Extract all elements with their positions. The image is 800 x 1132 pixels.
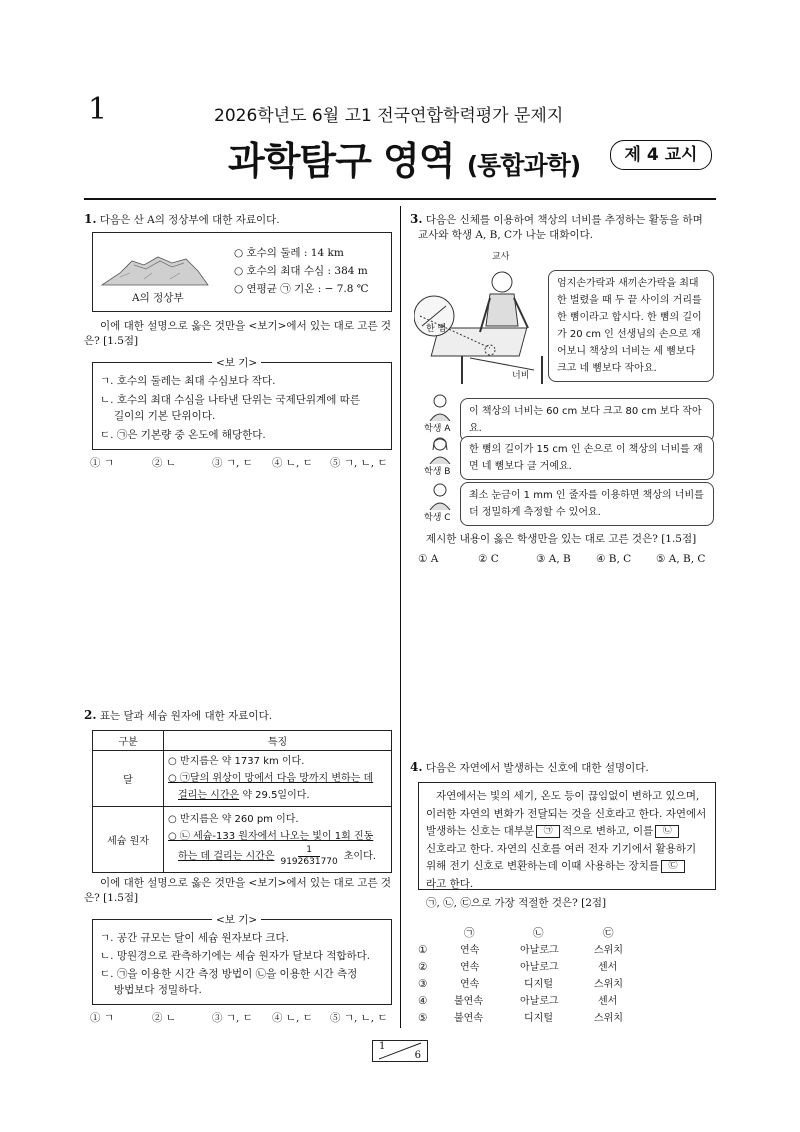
q1-fact-3: ○ 연평균 ㉠ 기온 : − 7.8 ℃ — [234, 283, 369, 295]
teacher-speech-bubble: 엄지손가락과 새끼손가락을 최대한 벌렸을 때 두 끝 사이의 거리를 한 뼘이라고 합시다. 한 뼘의 길이가 20 cm 인 선생님의 손으로 재어보니 책상의 너비는 세 뼘보다 크고 네 뼘보다 작아요. — [548, 270, 714, 382]
student-b-bubble: 한 뼘의 길이가 15 cm 인 손으로 이 책상의 너비를 재면 네 뼘보다 클 거예요. — [460, 436, 714, 480]
q2-stem — [84, 708, 272, 724]
page-number: 1 — [88, 92, 108, 127]
q2-bogi-2: ㄴ. 망원경으로 관측하기에는 세슘 원자가 달보다 적합하다. — [100, 950, 371, 962]
q4-stem-text: 다음은 자연에서 발생하는 신호에 대한 설명이다. — [425, 762, 649, 774]
student-b-icon — [428, 436, 452, 464]
student-c-label: 학생 C — [424, 513, 451, 523]
page-current: 1 — [379, 1041, 386, 1052]
q2-choice-5[interactable]: ⑤ ㄱ, ㄴ, ㄷ — [330, 1012, 388, 1024]
q1-choice-2[interactable]: ② ㄴ — [152, 457, 176, 469]
page-indicator — [372, 1040, 428, 1062]
q3-stem-2: 교사와 학생 A, B, C가 나눈 대화이다. — [418, 229, 594, 241]
q4-col-2: ㉡ — [533, 927, 544, 939]
q2-cesium-time-c: 초이다. — [343, 851, 376, 862]
q3-stem-1: 다음은 신체를 이용하여 책상의 너비를 추정하는 활동을 하며 — [425, 214, 703, 226]
title-paren: (통합과학) — [466, 151, 581, 180]
q2-header-feature: 특징 — [164, 731, 392, 751]
q4-p6: 라고 한다. — [426, 877, 474, 890]
q1-bogi-3: ㄷ. ㉠은 기본량 중 온도에 해당한다. — [100, 429, 266, 441]
q2-frac-den: 9192631770 — [280, 857, 338, 867]
q1-question: 이에 대한 설명으로 옳은 것만을 <보기>에서 있는 대로 고른 것은? [1.5점] — [84, 320, 392, 347]
span-label: 한 뼘 — [426, 324, 447, 334]
q1-bogi-2: ㄴ. 호수의 최대 수심을 나타낸 단위는 국제단위계에 따른 — [100, 394, 360, 406]
q2-row-moon — [164, 751, 392, 807]
q2-moon-period: ○ ㉠달의 위상이 망에서 다음 망까지 변하는 데 — [168, 773, 374, 784]
q4-passage — [426, 788, 710, 893]
exam-title — [228, 130, 580, 185]
q4-number: 4. — [410, 760, 423, 774]
q4-col-3: ㉢ — [603, 927, 614, 939]
q3-choice-5[interactable]: ⑤ A, B, C — [656, 553, 706, 565]
q2-table — [92, 730, 392, 873]
q1-fact-2: ○ 호수의 최대 수심 : 384 m — [234, 265, 368, 277]
q2-choice-1[interactable]: ① ㄱ — [90, 1012, 114, 1024]
q3-choice-1[interactable]: ① A — [418, 553, 439, 565]
q1-bogi-2b: 길이의 기본 단위이다. — [114, 410, 216, 422]
q3-stem — [410, 212, 716, 243]
q4-stem — [410, 760, 649, 776]
q2-row-moon-label: 달 — [93, 751, 164, 807]
q1-image-caption: A의 정상부 — [132, 292, 184, 304]
student-a-label: 학생 A — [424, 424, 451, 434]
teacher-label: 교사 — [492, 252, 510, 262]
header-rule — [84, 198, 716, 200]
q2-cesium-time-b: 하는 데 걸리는 시간은 — [178, 851, 275, 862]
title-main: 과학탐구 영역 — [228, 139, 455, 183]
q4-p1: 자연에서는 빛의 세기, 온도 등이 끊임없이 변하고 있으며, — [436, 790, 700, 802]
blank-3: ㉢ — [661, 860, 685, 873]
q1-stem — [84, 212, 280, 228]
q2-row-cesium-label: 세슘 원자 — [93, 807, 164, 873]
q2-moon-radius: ○ 반지름은 약 1737 km 이다. — [168, 756, 305, 767]
width-label: 너비 — [512, 371, 530, 381]
q2-header-category: 구분 — [93, 731, 164, 751]
page-total: 6 — [414, 1050, 421, 1061]
q4-col-1: ㉠ — [464, 927, 475, 939]
q4-p2: 이러한 자연의 변화가 전달되는 것을 신호라고 한다. 자연에서 — [426, 807, 707, 820]
q3-number: 3. — [410, 212, 423, 226]
student-b-label: 학생 B — [424, 467, 451, 477]
student-a-bubble: 이 책상의 너비는 60 cm 보다 크고 80 cm 보다 작아요. — [460, 398, 714, 442]
q2-row-cesium — [164, 807, 392, 873]
q2-fraction — [280, 845, 337, 868]
q1-choice-3[interactable]: ③ ㄱ, ㄷ — [212, 457, 253, 469]
q1-stem-text: 다음은 산 A의 정상부에 대한 자료이다. — [99, 214, 280, 226]
q4-p4: 신호라고 한다. 자연의 신호를 여러 전자 기기에서 활용하기 — [426, 842, 697, 855]
q2-bogi-1: ㄱ. 공간 규모는 달이 세슘 원자보다 크다. — [100, 932, 289, 944]
q1-bogi-1: ㄱ. 호수의 둘레는 최대 수심보다 작다. — [100, 375, 276, 387]
q1-fact-1: ○ 호수의 둘레 : 14 km — [234, 247, 344, 259]
q3-choice-3[interactable]: ③ A, B — [536, 553, 571, 565]
q2-stem-text: 표는 달과 세슘 원자에 대한 자료이다. — [99, 710, 273, 722]
q3-choice-2[interactable]: ② C — [478, 553, 499, 565]
q2-number: 2. — [84, 708, 97, 722]
q2-bogi-3b: 방법보다 정밀하다. — [114, 984, 202, 996]
q1-choice-4[interactable]: ④ ㄴ, ㄷ — [272, 457, 313, 469]
student-c-bubble: 최소 눈금이 1 mm 인 줄자를 이용하면 책상의 너비를 더 정밀하게 측정할 수 있어요. — [460, 482, 714, 526]
q3-question: 제시한 내용이 옳은 학생만을 있는 대로 고른 것은? [1.5점] — [426, 533, 697, 545]
q2-choice-2[interactable]: ② ㄴ — [152, 1012, 176, 1024]
q1-choice-1[interactable]: ① ㄱ — [90, 457, 114, 469]
q2-moon-period-c: 약 29.5일이다. — [242, 790, 310, 801]
exam-subtitle: 2026학년도 6월 고1 전국연합학력평가 문제지 — [214, 106, 564, 126]
q2-choice-4[interactable]: ④ ㄴ, ㄷ — [272, 1012, 313, 1024]
q2-cesium-time: ○ ㉡ 세슘-133 원자에서 나오는 빛이 1회 진동 — [168, 831, 374, 842]
period-badge: 제 4 교시 — [610, 140, 712, 170]
q4-p5: 위해 전기 신호로 변환하는데 이때 사용하는 장치를 ㉢ — [426, 858, 710, 876]
q1-number: 1. — [84, 212, 97, 226]
mountain-image — [100, 243, 210, 289]
q2-cesium-radius: ○ 반지름은 약 260 pm 이다. — [168, 814, 299, 825]
q2-bogi-title: <보 기> — [212, 912, 261, 927]
q3-choice-4[interactable]: ④ B, C — [596, 553, 632, 565]
q2-moon-period-b: 걸리는 시간은 — [178, 790, 240, 801]
blank-2: ㉡ — [655, 825, 679, 838]
teacher-desk-illustration — [414, 256, 548, 386]
q2-choice-3[interactable]: ③ ㄱ, ㄷ — [212, 1012, 253, 1024]
student-c-icon — [428, 482, 452, 510]
q4-question: ㉠, ㉡, ㉢으로 가장 적절한 것은? [2점] — [426, 897, 607, 909]
q1-choice-5[interactable]: ⑤ ㄱ, ㄴ, ㄷ — [330, 457, 388, 469]
q2-frac-num: 1 — [298, 845, 320, 857]
q4-p3: 발생하는 신호는 대부분 ㉠ 적으로 변하고, 이를 ㉡ — [426, 823, 710, 841]
blank-1: ㉠ — [536, 825, 560, 838]
q2-bogi-3: ㄷ. ㉠을 이용한 시간 측정 방법이 ㉡을 이용한 시간 측정 — [100, 968, 358, 980]
column-divider — [400, 206, 401, 1028]
q1-bogi-title: <보 기> — [212, 355, 261, 370]
q2-question: 이에 대한 설명으로 옳은 것만을 <보기>에서 있는 대로 고른 것은? [1.5점] — [84, 877, 392, 904]
student-a-icon — [428, 393, 452, 421]
